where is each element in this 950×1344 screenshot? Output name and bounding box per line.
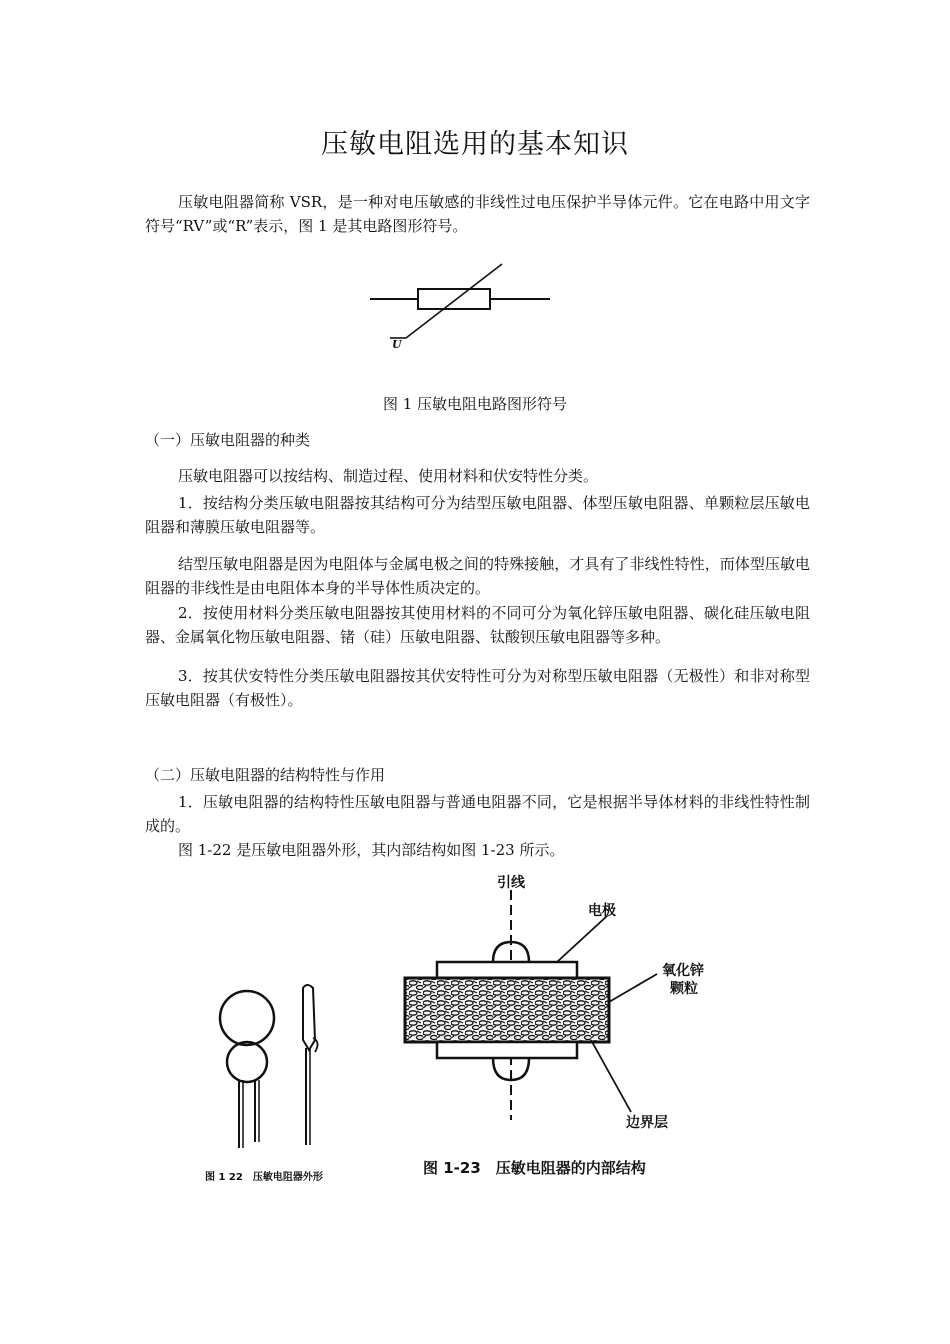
- page-title: 压敏电阻选用的基本知识: [321, 129, 629, 160]
- section-2-heading: （二）压敏电阻器的结构特性与作用: [145, 766, 386, 784]
- figure-1-23-caption: 图 1-23 压敏电阻器的内部结构: [423, 1159, 646, 1177]
- figure-1-caption: 图 1 压敏电阻电路图形符号: [382, 395, 568, 413]
- section-2-paragraph-2: 图 1-22 是压敏电阻器外形，其内部结构如图 1-23 所示。: [178, 841, 565, 859]
- section-1-paragraph-3: 结型压敏电阻器是因为电阻体与金属电极之间的特殊接触，才具有了非线性特性，而体型压敏电阻器的非线性是由电阻体本身的半导体性质决定的。: [145, 555, 810, 597]
- section-1-paragraph-5: 3．按其伏安特性分类压敏电阻器按其伏安特性可分为对称型压敏电阻器（无极性）和非对称型压敏电阻器（有极性）。: [145, 667, 810, 709]
- boundary-layer-label: 边界层: [626, 1115, 668, 1131]
- varistor-symbol-diagram: [360, 258, 560, 358]
- varistor-exterior-drawing: [205, 980, 345, 1155]
- zinc-oxide-grain-label-line-1: 氧化锌: [662, 963, 704, 979]
- section-2-paragraph-1: 1．压敏电阻器的结构特性压敏电阻器与普通电阻器不同，它是根据半导体材料的非线性特性制成的。: [145, 793, 810, 835]
- figure-1-22-caption: 图 1 22 压敏电阻器外形: [205, 1172, 323, 1183]
- electrode-label: 电极: [588, 903, 616, 919]
- section-1-heading: （一）压敏电阻器的种类: [145, 431, 311, 449]
- section-1-paragraph-1: 压敏电阻器可以按结构、制造过程、使用材料和伏安特性分类。: [178, 467, 599, 485]
- zinc-oxide-grain-label-line-2: 颗粒: [670, 981, 698, 997]
- voltage-symbol-label: U: [392, 338, 402, 351]
- section-1-paragraph-2: 1．按结构分类压敏电阻器按其结构可分为结型压敏电阻器、体型压敏电阻器、单颗粒层压敏电阻器和薄膜压敏电阻器等。: [145, 494, 810, 536]
- varistor-internal-structure-diagram: [395, 890, 715, 1135]
- intro-paragraph: 压敏电阻器简称 VSR，是一种对电压敏感的非线性过电压保护半导体元件。它在电路中用文字符号“RV”或“R”表示，图 1 是其电路图形符号。: [145, 193, 810, 235]
- lead-label: 引线: [497, 875, 525, 891]
- section-1-paragraph-4: 2．按使用材料分类压敏电阻器按其使用材料的不同可分为氧化锌压敏电阻器、碳化硅压敏电阻器、金属氧化物压敏电阻器、锗（硅）压敏电阻器、钛酸钡压敏电阻器等多种。: [145, 604, 810, 646]
